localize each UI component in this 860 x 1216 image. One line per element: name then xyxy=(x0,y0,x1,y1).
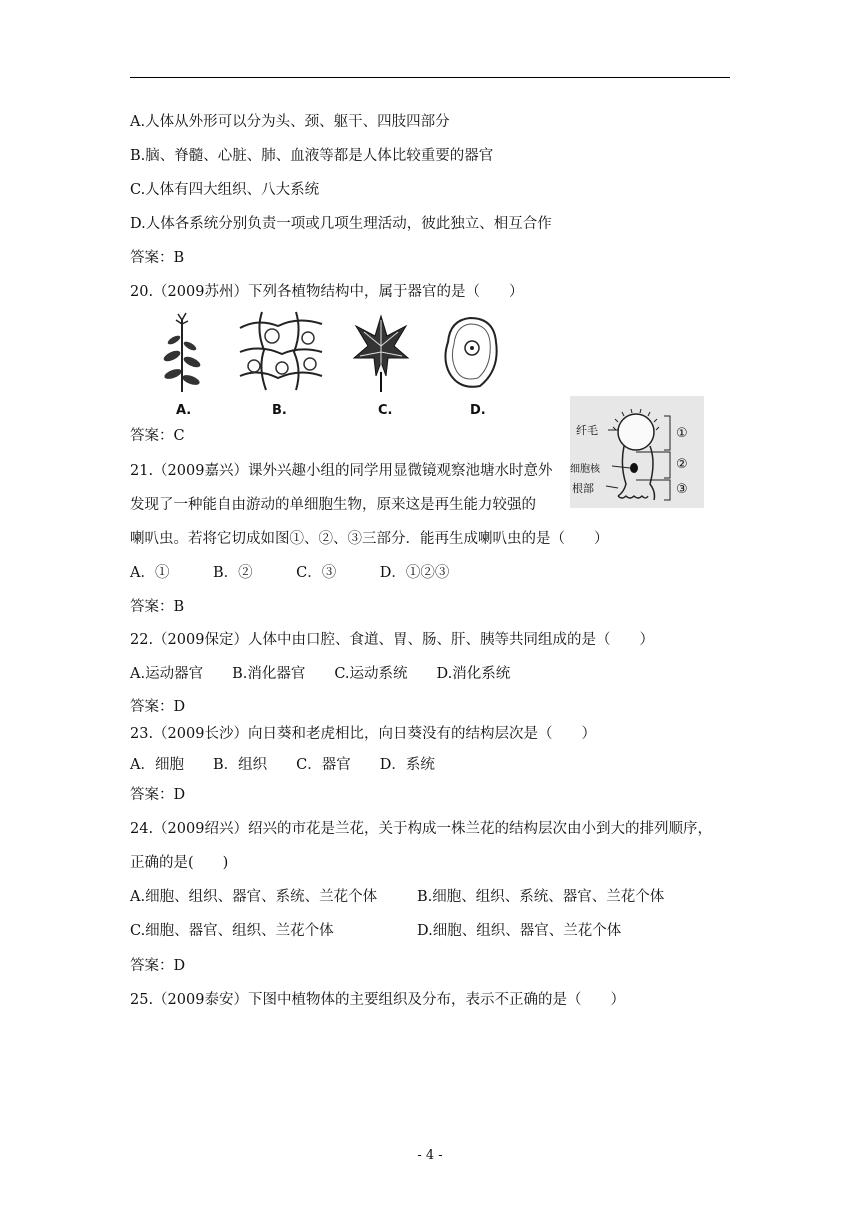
page-number: - 4 - xyxy=(417,1148,443,1163)
q19-answer: 答案：B xyxy=(130,250,185,266)
q24-option-a: A.细胞、组织、器官、系统、兰花个体 xyxy=(130,889,378,905)
q19-option-b: B.脑、脊髓、心脏、肺、血液等都是人体比较重要的器官 xyxy=(130,148,494,164)
q22-answer: 答案：D xyxy=(130,699,186,715)
leaf-figure xyxy=(352,312,410,394)
q21-stem-line1: 21.（2009嘉兴）课外兴趣小组的同学用显微镜观察池塘水时意外 xyxy=(130,463,553,479)
tissue-figure xyxy=(238,310,324,392)
q24-option-d: D.细胞、组织、器官、兰花个体 xyxy=(417,923,622,939)
label-root: 根部 xyxy=(572,482,594,495)
q21-stem-line2: 发现了一种能自由游动的单细胞生物，原来这是再生能力较强的 xyxy=(130,497,536,513)
label-cilia: 纤毛 xyxy=(576,424,598,437)
q20-figure-label-d: D. xyxy=(470,403,486,418)
q24-option-c: C.细胞、器官、组织、兰花个体 xyxy=(130,923,334,939)
cell-figure xyxy=(440,312,502,392)
q19-option-a: A.人体从外形可以分为头、颈、躯干、四肢四部分 xyxy=(130,114,450,130)
q20-figure-label-a: A. xyxy=(176,403,192,418)
label-nucleus: 细胞核 xyxy=(570,464,600,475)
q20-stem: 20.（2009苏州）下列各植物结构中，属于器官的是（ ） xyxy=(130,284,524,300)
q19-option-d: D.人体各系统分别负责一项或几项生理活动，彼此独立、相互合作 xyxy=(130,216,552,232)
q23-options: A．细胞 B．组织 C．器官 D．系统 xyxy=(130,757,435,773)
stentor-figure xyxy=(570,396,704,508)
q24-stem-line1: 24.（2009绍兴）绍兴的市花是兰花，关于构成一株兰花的结构层次由小到大的排列顺序， xyxy=(130,821,712,837)
marker-part-2: ② xyxy=(676,457,688,472)
q21-answer: 答案：B xyxy=(130,599,185,615)
q19-option-c: C.人体有四大组织、八大系统 xyxy=(130,182,320,198)
q20-figure-label-b: B. xyxy=(272,403,287,418)
q25-stem: 25.（2009泰安）下图中植物体的主要组织及分布，表示不正确的是（ ） xyxy=(130,992,625,1008)
marker-part-1: ① xyxy=(676,426,688,441)
q24-answer: 答案：D xyxy=(130,958,186,974)
q24-stem-line2: 正确的是( ) xyxy=(130,855,229,871)
q20-figure-label-c: C. xyxy=(378,403,393,418)
q23-answer: 答案：D xyxy=(130,787,186,803)
q22-stem: 22.（2009保定）人体中由口腔、食道、胃、肠、肝、胰等共同组成的是（ ） xyxy=(130,632,654,648)
q23-stem: 23.（2009长沙）向日葵和老虎相比，向日葵没有的结构层次是（ ） xyxy=(130,726,596,742)
q20-answer: 答案：C xyxy=(130,428,185,444)
q22-options: A.运动器官 B.消化器官 C.运动系统 D.消化系统 xyxy=(130,666,511,682)
q24-option-b: B.细胞、组织、系统、器官、兰花个体 xyxy=(417,889,665,905)
q21-options: A．① B．② C．③ D．①②③ xyxy=(130,565,450,581)
header-rule xyxy=(130,77,730,78)
marker-part-3: ③ xyxy=(676,482,688,497)
q21-stem-line3: 喇叭虫。若将它切成如图①、②、③三部分．能再生成喇叭虫的是（ ） xyxy=(130,531,609,547)
plant-figure xyxy=(160,310,204,394)
